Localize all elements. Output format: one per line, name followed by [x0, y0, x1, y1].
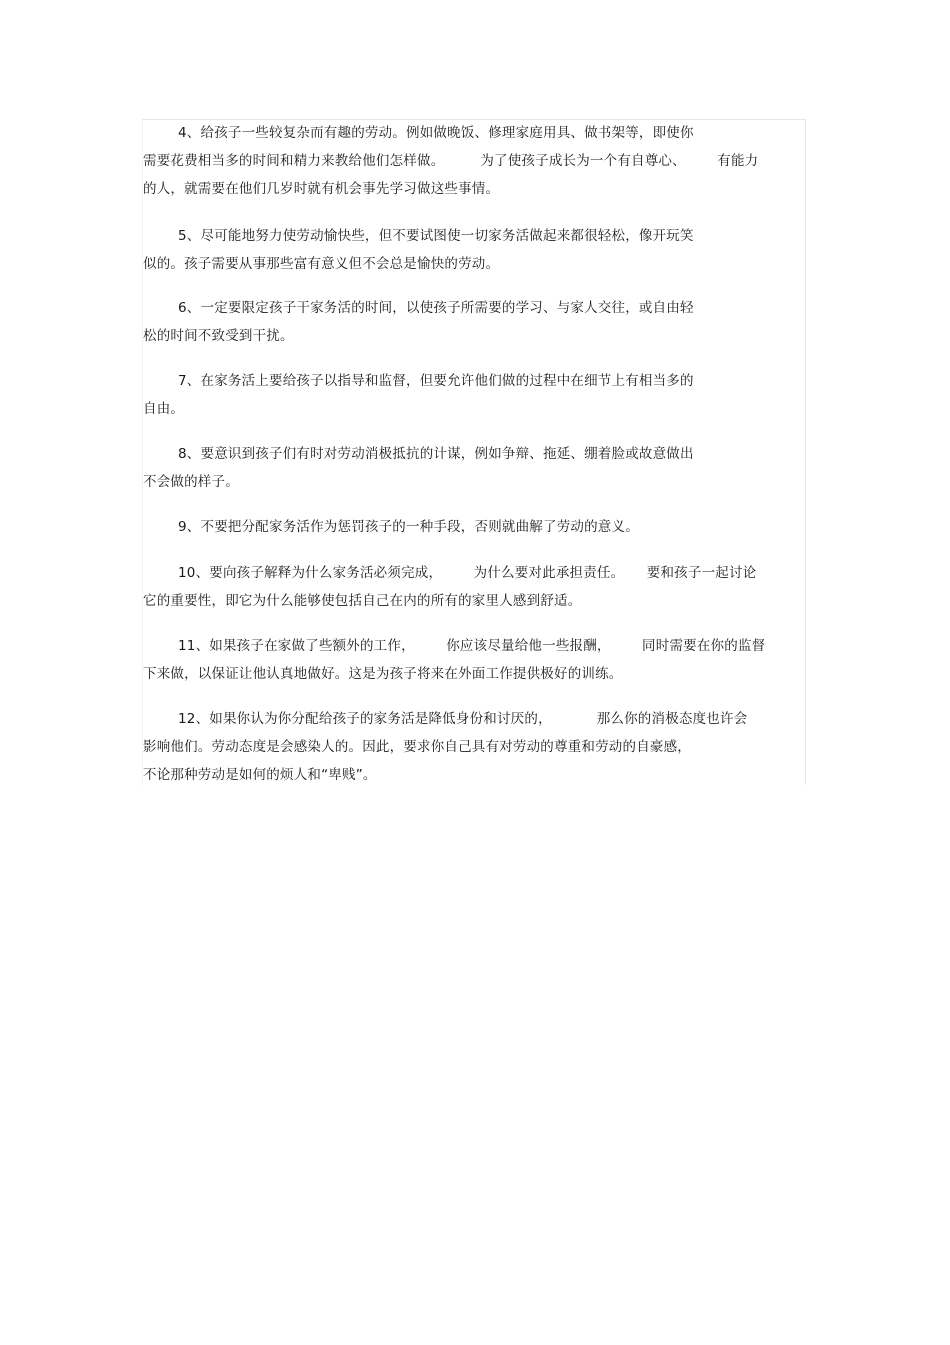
paragraph-7-line-1: 7、在家务活上要给孩子以指导和监督，但要允许他们做的过程中在细节上有相当多的 — [178, 373, 694, 389]
paragraph-9-line-1: 9、不要把分配家务活作为惩罚孩子的一种手段，否则就曲解了劳动的意义。 — [178, 519, 639, 535]
paragraph-8-line-2: 不会做的样子。 — [143, 474, 239, 490]
paragraph-4-line-3: 的人，就需要在他们几岁时就有机会事先学习做这些事情。 — [143, 181, 500, 197]
paragraph-8-line-1: 8、要意识到孩子们有时对劳动消极抵抗的计谋，例如争辩、拖延、绷着脸或故意做出 — [178, 446, 694, 462]
paragraph-11-line-2: 下来做，以保证让他认真地做好。这是为孩子将来在外面工作提供极好的训练。 — [143, 666, 623, 682]
paragraph-11-line-1: 11、如果孩子在家做了些额外的工作， 你应该尽量给他一些报酬， 同时需要在你的监督 — [178, 638, 766, 654]
paragraph-5-line-1: 5、尽可能地努力使劳动愉快些，但不要试图使一切家务活做起来都很轻松，像开玩笑 — [178, 228, 694, 244]
paragraph-5-line-2: 似的。孩子需要从事那些富有意义但不会总是愉快的劳动。 — [143, 256, 500, 272]
paragraph-12-line-3: 不论那种劳动是如何的烦人和“卑贱”。 — [143, 767, 377, 783]
paragraph-10-line-2: 它的重要性，即它为什么能够使包括自己在内的所有的家里人感到舒适。 — [143, 593, 582, 609]
paragraph-4-line-2: 需要花费相当多的时间和精力来教给他们怎样做。 为了使孩子成长为一个有自尊心、 有能力 — [143, 153, 759, 169]
paragraph-6-line-2: 松的时间不致受到干扰。 — [143, 328, 294, 344]
paragraph-10-line-1: 10、要向孩子解释为什么家务活必须完成， 为什么要对此承担责任。 要和孩子一起讨论 — [178, 565, 757, 581]
paragraph-12-line-2: 影响他们。劳动态度是会感染人的。因此，要求你自己具有对劳动的尊重和劳动的自豪感， — [143, 739, 691, 755]
paragraph-6-line-1: 6、一定要限定孩子干家务活的时间，以使孩子所需要的学习、与家人交往，或自由轻 — [178, 300, 694, 316]
paragraph-12-line-1: 12、如果你认为你分配给孩子的家务活是降低身份和讨厌的， 那么你的消极态度也许会 — [178, 711, 748, 727]
paragraph-4-line-1: 4、给孩子一些较复杂而有趣的劳动。例如做晚饭、修理家庭用具、做书架等，即使你 — [178, 125, 694, 141]
paragraph-7-line-2: 自由。 — [143, 401, 185, 417]
